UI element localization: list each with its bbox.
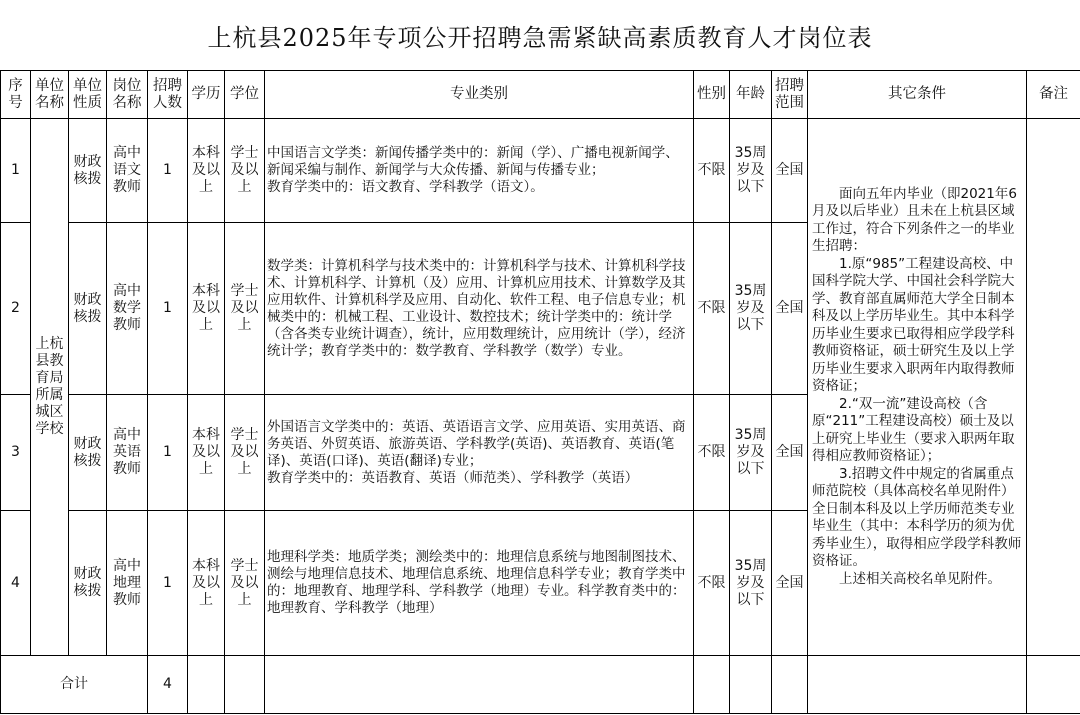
cell-education: 本科及以上 (188, 223, 225, 395)
cell-note (1027, 119, 1080, 656)
cell-scope: 全国 (772, 511, 808, 656)
total-label: 合计 (1, 656, 148, 714)
header-row (1, 71, 1080, 119)
cell-seq: 4 (1, 511, 31, 656)
total-empty (225, 656, 265, 714)
header-major: 专业类别 (265, 71, 694, 119)
cell-degree: 学士及以上 (225, 223, 265, 395)
cell-other-conditions (808, 119, 1027, 656)
cell-major: 地理科学类：地质学类；测绘类中的：地理信息系统与地图制图技术、测绘与地理信息技术、地理信息系统、地理信息科学专业；教育学类中的：地理教育、地理学科、学科教学（地理）专业。科学教育类中的：地理教育、学科教学（地理） (265, 511, 694, 656)
cell-major: 中国语言文学类：新闻传播学类中的：新闻（学）、广播电视新闻学、新闻采编与制作、新闻学与大众传播、新闻与传播专业； 教育学类中的：语文教育、学科教学（语文）。 (265, 119, 694, 223)
header-count: 招聘人数 (148, 71, 188, 119)
total-row (1, 656, 1080, 714)
page-title: 上杭县2025年专项公开招聘急需紧缺高素质教育人才岗位表 (207, 23, 873, 52)
other-condition-1: 1.原“985”工程建设高校、中国科学院大学、中国社会科学院大学、教育部直属师范大学全日制本科及以上学历毕业生。其中本科学历毕业生要求已取得相应学段学科教师资格证，硕士研究生及以上学历毕业生要求入职两年内取得教师资格证； (812, 255, 1015, 395)
cell-count: 1 (148, 395, 188, 511)
cell-degree: 学士及以上 (225, 395, 265, 511)
cell-unit-name: 上杭县教育局所属城区学校 (31, 119, 69, 656)
cell-education: 本科及以上 (188, 119, 225, 223)
cell-gender: 不限 (694, 395, 730, 511)
header-post-name: 岗位名称 (107, 71, 148, 119)
other-condition-intro: 面向五年内毕业（即2021年6月及以后毕业）且未在上杭县区域工作过，符合下列条件之一的毕业生招聘： (812, 185, 1017, 255)
header-degree: 学位 (225, 71, 265, 119)
cell-count: 1 (148, 119, 188, 223)
header-education: 学历 (188, 71, 225, 119)
cell-post: 高中数学教师 (107, 223, 148, 395)
header-note: 备注 (1027, 71, 1080, 119)
table-row (1, 119, 1080, 223)
cell-seq: 3 (1, 395, 31, 511)
cell-unit-type: 财政核拨 (69, 119, 107, 223)
total-empty (188, 656, 225, 714)
cell-scope: 全国 (772, 395, 808, 511)
cell-count: 1 (148, 223, 188, 395)
cell-unit-type: 财政核拨 (69, 223, 107, 395)
cell-post: 高中英语教师 (107, 395, 148, 511)
cell-degree: 学士及以上 (225, 119, 265, 223)
cell-post: 高中语文教师 (107, 119, 148, 223)
cell-gender: 不限 (694, 119, 730, 223)
header-unit-name: 单位名称 (31, 71, 69, 119)
cell-degree: 学士及以上 (225, 511, 265, 656)
other-condition-3: 3.招聘文件中规定的省属重点师范院校（具体高校名单见附件）全日制本科及以上学历师范类专业毕业生（其中：本科学历的须为优秀毕业生），取得相应学段学科教师资格证。 (812, 465, 1022, 570)
cell-seq: 2 (1, 223, 31, 395)
cell-seq: 1 (1, 119, 31, 223)
total-empty (772, 656, 808, 714)
cell-major: 外国语言文学类中的：英语、英语语言文学、应用英语、实用英语、商务英语、外贸英语、旅游英语、学科教学(英语)、英语教育、英语(笔译)、英语(口译)、英语(翻译)专业； 教育学类中的：英语教育、英语（师范类）、学科教学（英语） (265, 395, 694, 511)
header-seq: 序号 (1, 71, 31, 119)
total-empty (808, 656, 1027, 714)
header-unit-type: 单位性质 (69, 71, 107, 119)
cell-unit-type: 财政核拨 (69, 511, 107, 656)
header-other: 其它条件 (808, 71, 1027, 119)
total-empty (694, 656, 730, 714)
cell-unit-type: 财政核拨 (69, 395, 107, 511)
cell-education: 本科及以上 (188, 511, 225, 656)
cell-scope: 全国 (772, 119, 808, 223)
cell-major: 数学类：计算机科学与技术类中的：计算机科学与技术、计算机科学技术、计算机科学、计算机（及）应用、计算机应用技术、计算数学及其应用软件、计算机科学及应用、自动化、软件工程、电子信息专业；机械类中的：机械工程、工业设计、数控技术；统计学类中的：统计学（含各类专业统计调查），统计，应用数理统计，应用统计（学），经济统计学；教育学类中的：数学教育、学科教学（数学）专业。 (265, 223, 694, 395)
cell-count: 1 (148, 511, 188, 656)
other-condition-footer: 上述相关高校名单见附件。 (839, 570, 1001, 587)
total-empty (1027, 656, 1080, 714)
cell-age: 35周岁及以下 (730, 119, 772, 223)
cell-age: 35周岁及以下 (730, 223, 772, 395)
cell-scope: 全国 (772, 223, 808, 395)
header-age: 年龄 (730, 71, 772, 119)
recruitment-table (0, 70, 1080, 714)
cell-gender: 不限 (694, 223, 730, 395)
cell-age: 35周岁及以下 (730, 395, 772, 511)
cell-education: 本科及以上 (188, 395, 225, 511)
total-empty (730, 656, 772, 714)
other-condition-2: 2.“双一流”建设高校（含原“211”工程建设高校）硕士及以上研究上毕业生（要求入职两年取得相应教师资格证）； (812, 395, 1015, 465)
header-scope: 招聘范围 (772, 71, 808, 119)
title-row (0, 0, 1080, 71)
total-empty (265, 656, 694, 714)
cell-age: 35周岁及以下 (730, 511, 772, 656)
cell-gender: 不限 (694, 511, 730, 656)
total-count: 4 (148, 656, 188, 714)
cell-post: 高中地理教师 (107, 511, 148, 656)
header-gender: 性别 (694, 71, 730, 119)
